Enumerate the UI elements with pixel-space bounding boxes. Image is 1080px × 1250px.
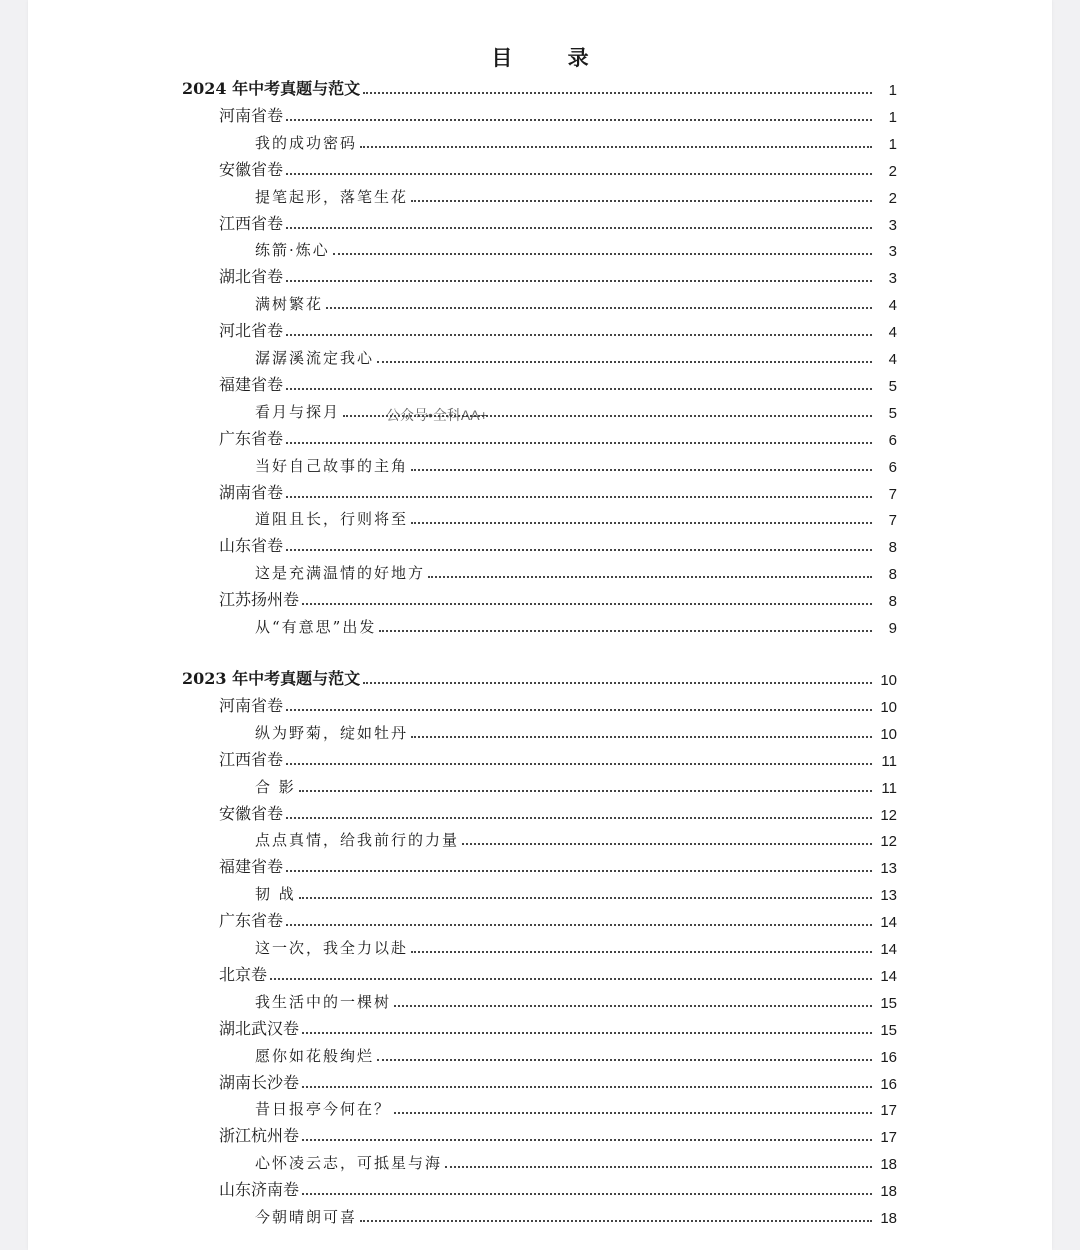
toc-subentry[interactable] <box>28 556 1052 583</box>
toc-entry[interactable] <box>28 689 1052 716</box>
dot-leader <box>326 307 872 309</box>
dot-leader <box>286 173 872 175</box>
toc-entry[interactable] <box>28 529 1052 556</box>
page-number: 18 <box>880 1183 897 1201</box>
toc-subentry[interactable] <box>28 1092 1052 1119</box>
dot-leader <box>333 253 872 255</box>
toc-entry[interactable] <box>28 958 1052 985</box>
toc-entry-label: 福建省卷 <box>219 374 284 394</box>
toc-section-heading-label: 2023 年中考真题与范文 <box>182 669 361 688</box>
dot-leader <box>394 1005 872 1007</box>
toc-entry-label: 河南省卷 <box>219 695 284 715</box>
toc-subentry[interactable] <box>28 985 1052 1012</box>
page-number: 6 <box>888 458 897 476</box>
page-number: 3 <box>888 243 897 261</box>
toc-section-heading[interactable] <box>28 662 1052 689</box>
page-number: 1 <box>888 82 897 99</box>
toc-subentry[interactable] <box>28 1039 1052 1066</box>
toc-section-heading[interactable] <box>28 72 1052 99</box>
toc-subentry-label: 我生活中的一棵树 <box>255 992 392 1011</box>
page-number: 5 <box>888 404 897 422</box>
toc-subentry[interactable] <box>28 180 1052 207</box>
toc-entry[interactable] <box>28 850 1052 877</box>
toc-subentry-label: 这一次，我全力以赴 <box>255 939 409 957</box>
dot-leader <box>302 1193 872 1195</box>
dot-leader <box>286 280 872 282</box>
toc-subentry[interactable] <box>28 610 1052 637</box>
toc-subentry[interactable] <box>28 931 1052 958</box>
page-number: 8 <box>888 539 897 557</box>
dot-leader <box>286 870 872 872</box>
toc-section-heading-label: 2024 年中考真题与范文 <box>182 79 361 98</box>
toc-entry-label: 山东济南卷 <box>219 1180 300 1200</box>
dot-leader <box>411 736 872 738</box>
toc-subentry[interactable] <box>28 502 1052 529</box>
toc-subentry-label: 满树繁花 <box>255 295 324 314</box>
dot-leader <box>360 146 872 148</box>
page-number: 15 <box>880 994 897 1012</box>
toc-subentry[interactable] <box>28 449 1052 476</box>
toc-subentry-label: 提笔起形，落笔生花 <box>255 187 409 206</box>
page-number: 5 <box>888 377 897 395</box>
toc-subentry-label: 道阻且长，行则将至 <box>255 510 409 529</box>
toc-entry-label: 广东省卷 <box>219 911 284 931</box>
page-number: 12 <box>880 806 897 824</box>
dot-leader <box>411 951 872 953</box>
toc-entry[interactable] <box>28 260 1052 287</box>
page-number: 11 <box>881 752 897 770</box>
document-page <box>28 0 1052 1250</box>
page-number: 17 <box>880 1129 897 1147</box>
toc-subentry-label: 这是充满温情的好地方 <box>255 564 426 583</box>
toc-entry-label: 江西省卷 <box>219 213 284 233</box>
toc-subentry-label: 我的成功密码 <box>255 133 358 152</box>
toc-entry[interactable] <box>28 99 1052 126</box>
page-number: 14 <box>880 967 897 985</box>
page-number: 2 <box>888 189 897 207</box>
toc-subentry[interactable] <box>28 233 1052 260</box>
dot-leader <box>270 978 872 980</box>
toc-subentry[interactable] <box>28 1200 1052 1227</box>
toc-entry-label: 江西省卷 <box>219 749 284 769</box>
dot-leader <box>411 522 872 524</box>
toc-entry[interactable] <box>28 797 1052 824</box>
dot-leader <box>286 709 872 711</box>
dot-leader <box>377 1059 872 1061</box>
dot-leader <box>363 92 872 94</box>
dot-leader <box>286 763 872 765</box>
dot-leader <box>379 630 872 632</box>
toc-entry[interactable] <box>28 1173 1052 1200</box>
dot-leader <box>360 1220 872 1222</box>
toc-subentry-label: 练箭·炼心 <box>255 241 330 260</box>
dot-leader <box>411 200 872 202</box>
dot-leader <box>428 576 872 578</box>
toc-entry[interactable] <box>28 743 1052 770</box>
page-number: 9 <box>888 620 897 637</box>
page-number: 16 <box>880 1075 897 1093</box>
dot-leader <box>286 334 872 336</box>
page-number: 4 <box>888 297 897 315</box>
page-number: 7 <box>888 512 897 530</box>
dot-leader <box>286 442 872 444</box>
toc-entry[interactable] <box>28 153 1052 180</box>
dot-leader <box>302 603 872 605</box>
dot-leader <box>302 1032 872 1034</box>
toc-entry-label: 安徽省卷 <box>219 159 284 179</box>
toc-subentry-label: 从“有意思”出发 <box>255 618 377 636</box>
page-number: 18 <box>880 1210 897 1227</box>
dot-leader <box>462 843 872 845</box>
toc-subentry[interactable] <box>28 877 1052 904</box>
toc-entry-label: 湖南长沙卷 <box>219 1072 300 1092</box>
toc-subentry[interactable] <box>28 1146 1052 1173</box>
toc-subentry-label: 看月与探月 <box>255 402 341 421</box>
toc-subentry-label: 纵为野菊，绽如牡丹 <box>255 723 409 742</box>
toc-subentry[interactable] <box>28 126 1052 153</box>
toc-entry-label: 浙江杭州卷 <box>219 1126 300 1146</box>
page-number: 4 <box>888 324 897 342</box>
toc-entry-label: 河北省卷 <box>219 321 284 341</box>
toc-subentry[interactable] <box>28 823 1052 850</box>
watermark: 公众号•全科AA+ <box>386 407 488 423</box>
page-number: 1 <box>888 108 897 126</box>
toc-entry-label: 河南省卷 <box>219 105 284 125</box>
dot-leader <box>411 469 872 471</box>
dot-leader <box>302 1086 872 1088</box>
dot-leader <box>363 682 872 684</box>
page-number: 8 <box>888 593 897 611</box>
toc-subentry[interactable] <box>28 770 1052 797</box>
page-number: 14 <box>880 914 897 932</box>
toc-entry-label: 山东省卷 <box>219 536 284 556</box>
page-number: 6 <box>888 431 897 449</box>
page-number: 11 <box>881 779 897 797</box>
toc-entry-label: 湖北武汉卷 <box>219 1018 300 1038</box>
dot-leader <box>377 361 872 363</box>
page-number: 1 <box>888 135 897 153</box>
toc-subentry-label: 心怀凌云志，可抵星与海 <box>255 1154 443 1173</box>
page-number: 3 <box>888 216 897 234</box>
page-number: 18 <box>880 1156 897 1174</box>
dot-leader <box>299 790 872 792</box>
dot-leader <box>286 549 872 551</box>
toc-subentry[interactable] <box>28 395 1052 422</box>
dot-leader <box>299 897 872 899</box>
page-number: 15 <box>880 1021 897 1039</box>
dot-leader <box>286 496 872 498</box>
toc-entry[interactable] <box>28 1012 1052 1039</box>
toc-entry[interactable] <box>28 583 1052 610</box>
page-number: 12 <box>880 833 897 851</box>
toc-subentry-label: 潺潺溪流定我心 <box>255 349 375 367</box>
toc-entry-label: 江苏扬州卷 <box>219 590 300 610</box>
page-number: 8 <box>888 566 897 584</box>
page-number: 10 <box>880 698 897 716</box>
toc-entry[interactable] <box>28 476 1052 503</box>
dot-leader <box>302 1139 872 1141</box>
page-number: 17 <box>880 1102 897 1120</box>
toc-subentry[interactable] <box>28 716 1052 743</box>
toc-entry[interactable] <box>28 1066 1052 1093</box>
dot-leader <box>445 1166 872 1168</box>
toc-entry-label: 广东省卷 <box>219 428 284 448</box>
dot-leader <box>394 1112 872 1114</box>
dot-leader <box>286 119 872 121</box>
page-number: 7 <box>888 485 897 503</box>
toc-subentry[interactable] <box>28 341 1052 368</box>
page-number: 14 <box>880 941 897 958</box>
toc-entry-label: 福建省卷 <box>219 857 284 877</box>
toc-subentry[interactable] <box>28 287 1052 314</box>
page-number: 13 <box>880 887 897 905</box>
toc-entry[interactable] <box>28 1119 1052 1146</box>
toc-subentry-label: 点点真情，给我前行的力量 <box>255 831 460 850</box>
page-number: 10 <box>880 725 897 743</box>
toc-entry[interactable] <box>28 422 1052 449</box>
toc-subentry-label: 合 影 <box>255 777 296 796</box>
toc-entry[interactable] <box>28 904 1052 931</box>
toc-entry-label: 湖南省卷 <box>219 482 284 502</box>
dot-leader <box>286 227 872 229</box>
page-number: 13 <box>880 860 897 878</box>
toc-entry-label: 安徽省卷 <box>219 803 284 823</box>
toc-title: 目 录 <box>491 45 613 70</box>
toc-entry[interactable] <box>28 207 1052 234</box>
toc-subentry-label: 今朝晴朗可喜 <box>255 1208 358 1226</box>
dot-leader <box>286 924 872 926</box>
toc-entry-label: 湖北省卷 <box>219 267 284 287</box>
toc-subentry-label: 当好自己故事的主角 <box>255 456 409 475</box>
toc-entry[interactable] <box>28 314 1052 341</box>
toc-entry-label: 北京卷 <box>219 964 268 984</box>
page-number: 2 <box>888 162 897 180</box>
page-number: 10 <box>880 672 897 689</box>
dot-leader <box>286 388 872 390</box>
toc-subentry-label: 愿你如花般绚烂 <box>255 1046 375 1065</box>
toc-subentry-label: 韧 战 <box>255 885 296 904</box>
dot-leader <box>286 817 872 819</box>
page-number: 3 <box>888 270 897 288</box>
page-number: 16 <box>880 1048 897 1066</box>
page-number: 4 <box>888 351 897 368</box>
toc-entry[interactable] <box>28 368 1052 395</box>
toc-subentry-label: 昔日报亭今何在？ <box>255 1100 392 1119</box>
